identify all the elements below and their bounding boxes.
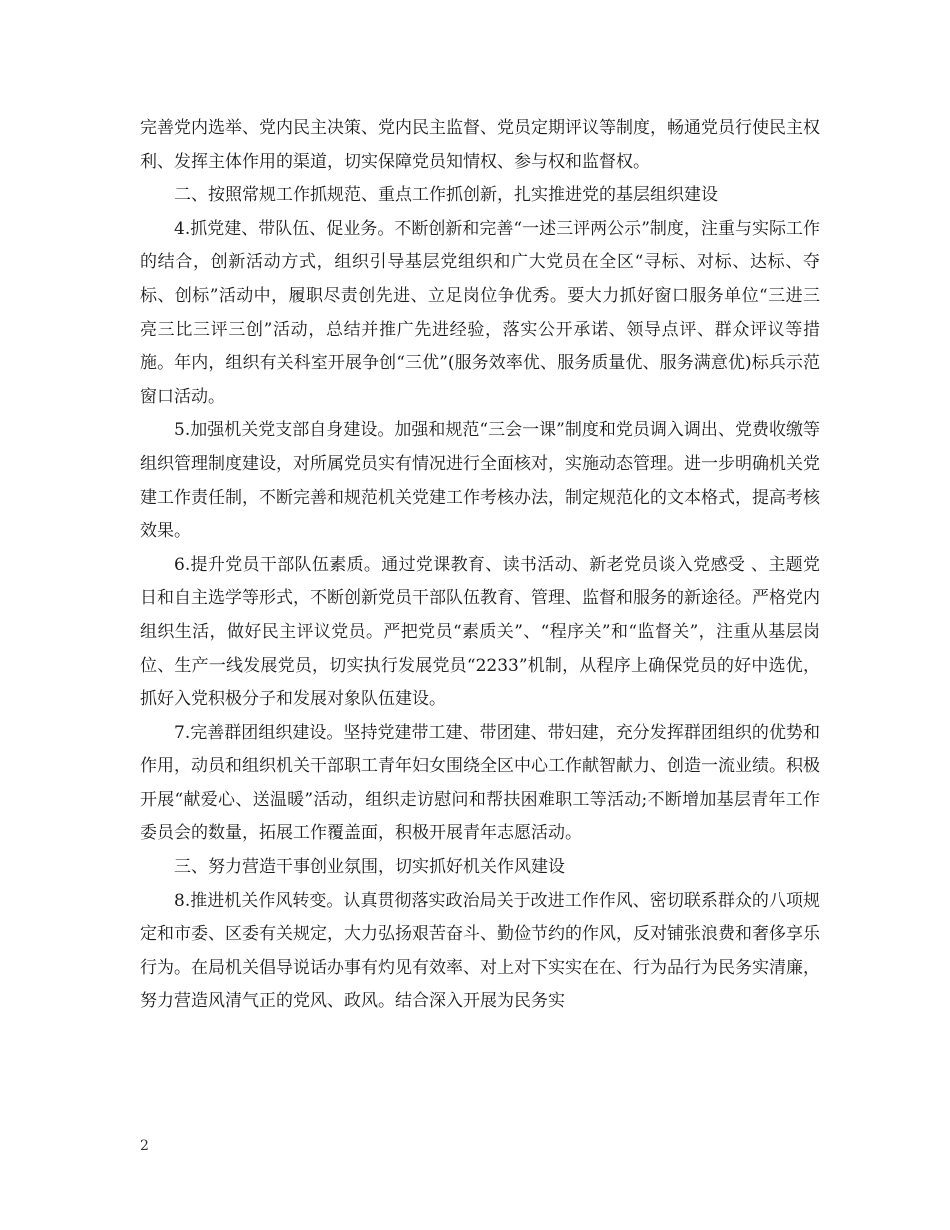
page-number: 2	[140, 1138, 149, 1154]
paragraph-item-5: 5.加强机关党支部自身建设。加强和规范“三会一课”制度和党员调入调出、党费收缴等组织管理制度建设，对所属党员实有情况进行全面核对，实施动态管理。进一步明确机关党建工作责任制，不断完善和规范机关党建工作考核办法，制定规范化的文本格式，提高考核效果。	[140, 420, 820, 542]
paragraph-item-6: 6.提升党员干部队伍素质。通过党课教育、读书活动、新老党员谈入党感受 、主题党日和自主选学等形式，不断创新党员干部队伍教育、管理、监督和服务的新途径。严格党内组织生活，做好民主评议党员。严把党员“素质关”、“程序关”和“监督关”，注重从基层岗位、生产一线发展党员，切实执行发展党员“2233”机制，从程序上确保党员的好中选优，抓好入党积极分子和发展对象队伍建设。	[140, 554, 820, 710]
section-heading-2: 二、按照常规工作抓规范、重点工作抓创新，扎实推进党的基层组织建设	[174, 185, 718, 206]
paragraph-item-7: 7.完善群团组织建设。坚持党建带工建、带团建、带妇建，充分发挥群团组织的优势和作用，动员和组织机关干部职工青年妇女围绕全区中心工作献智献力、创造一流业绩。积极开展“献爱心、送温暖”活动，组织走访慰问和帮扶困难职工等活动;不断增加基层青年工作委员会的数量，拓展工作覆盖面，积极开展青年志愿活动。	[140, 722, 820, 844]
section-heading-3: 三、努力营造干事创业氛围，切实抓好机关作风建设	[174, 857, 565, 878]
paragraph-item-8: 8.推进机关作风转变。认真贯彻落实政治局关于改进工作作风、密切联系群众的八项规定和市委、区委有关规定，大力弘扬艰苦奋斗、勤俭节约的作风，反对铺张浪费和奢侈享乐行为。在局机关倡导说话办事有灼见有效率、对上对下实实在在、行为品行为民务实清廉，努力营造风清气正的党风、政风。结合深入开展为民务实	[140, 890, 820, 1012]
paragraph-item-4: 4.抓党建、带队伍、促业务。不断创新和完善“一述三评两公示”制度，注重与实际工作的结合，创新活动方式，组织引导基层党组织和广大党员在全区“寻标、对标、达标、夺标、创标”活动中，履职尽责创先进、立足岗位争优秀。要大力抓好窗口服务单位“三进三亮三比三评三创”活动，总结并推广先进经验，落实公开承诺、领导点评、群众评议等措施。年内，组织有关科室开展争创“三优”(服务效率优、服务质量优、服务满意优)标兵示范窗口活动。	[140, 218, 820, 407]
document-body	[140, 112, 820, 1019]
paragraph-1: 完善党内选举、党内民主决策、党内民主监督、党员定期评议等制度，畅通党员行使民主权利、发挥主体作用的渠道，切实保障党员知情权、参与权和监督权。	[140, 118, 820, 172]
